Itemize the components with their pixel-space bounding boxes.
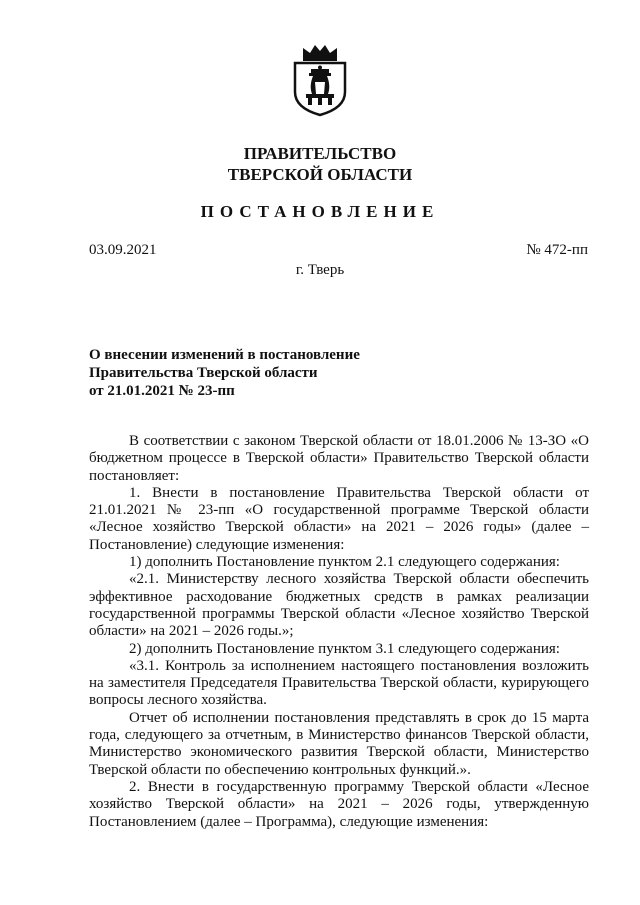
org-name-line1: ПРАВИТЕЛЬСТВО <box>243 144 397 163</box>
coat-of-arms-icon <box>289 42 351 117</box>
subject-line: Правительства Тверской области <box>89 365 318 381</box>
document-subject <box>89 346 409 400</box>
body-paragraph: «3.1. Контроль за исполнением настоящего постановления возложить на заместителя Председателя Правительства Тверской области, курирующего вопросы лесного хозяйства. <box>89 657 589 709</box>
subject-line: О внесении изменений в постановление <box>89 347 360 363</box>
document-date: 03.09.2021 <box>89 242 157 258</box>
subject-line: от 21.01.2021 № 23-пп <box>89 383 235 399</box>
body-paragraph: 1) дополнить Постановление пунктом 2.1 следующего содержания: <box>129 554 560 571</box>
body-paragraph: Отчет об исполнении постановления представлять в срок до 15 марта года, следующего за отчетным, в Министерство финансов Тверской области, Министерство экономического развития Тверской области, Министерство Тверской области по обеспечению контрольных функций.». <box>89 709 589 778</box>
document-city: г. Тверь <box>295 262 345 278</box>
body-paragraph: 2. Внести в государственную программу Тверской области «Лесное хозяйство Тверской области» на 2021 – 2026 годы, утвержденную Постановлением (далее – Программа), следующие изменения: <box>89 778 589 830</box>
document-number: № 472-пп <box>526 242 588 258</box>
body-paragraph: В соответствии с законом Тверской области от 18.01.2006 № 13-ЗО «О бюджетном процессе в Тверской области» Правительство Тверской области постановляет: <box>89 433 589 484</box>
body-paragraph: 1. Внести в постановление Правительства Тверской области от 21.01.2021 № 23-пп «О государственной программе Тверской области «Лесное хозяйство Тверской области» на 2021 – 2026 годы» (далее – Постановление) следующие изменения: <box>89 484 589 553</box>
document-body <box>89 433 589 831</box>
org-name-line2: ТВЕРСКОЙ ОБЛАСТИ <box>227 165 413 184</box>
body-paragraph: «2.1. Министерству лесного хозяйства Тверской области обеспечить эффективное расходование бюджетных средств в рамках реализации государственной программы Тверской области «Лесное хозяйство Тверской области» на 2021 – 2026 годы.»; <box>89 571 589 640</box>
document-type: ПОСТАНОВЛЕНИЕ <box>200 202 440 221</box>
body-paragraph: 2) дополнить Постановление пунктом 3.1 следующего содержания: <box>129 640 560 657</box>
